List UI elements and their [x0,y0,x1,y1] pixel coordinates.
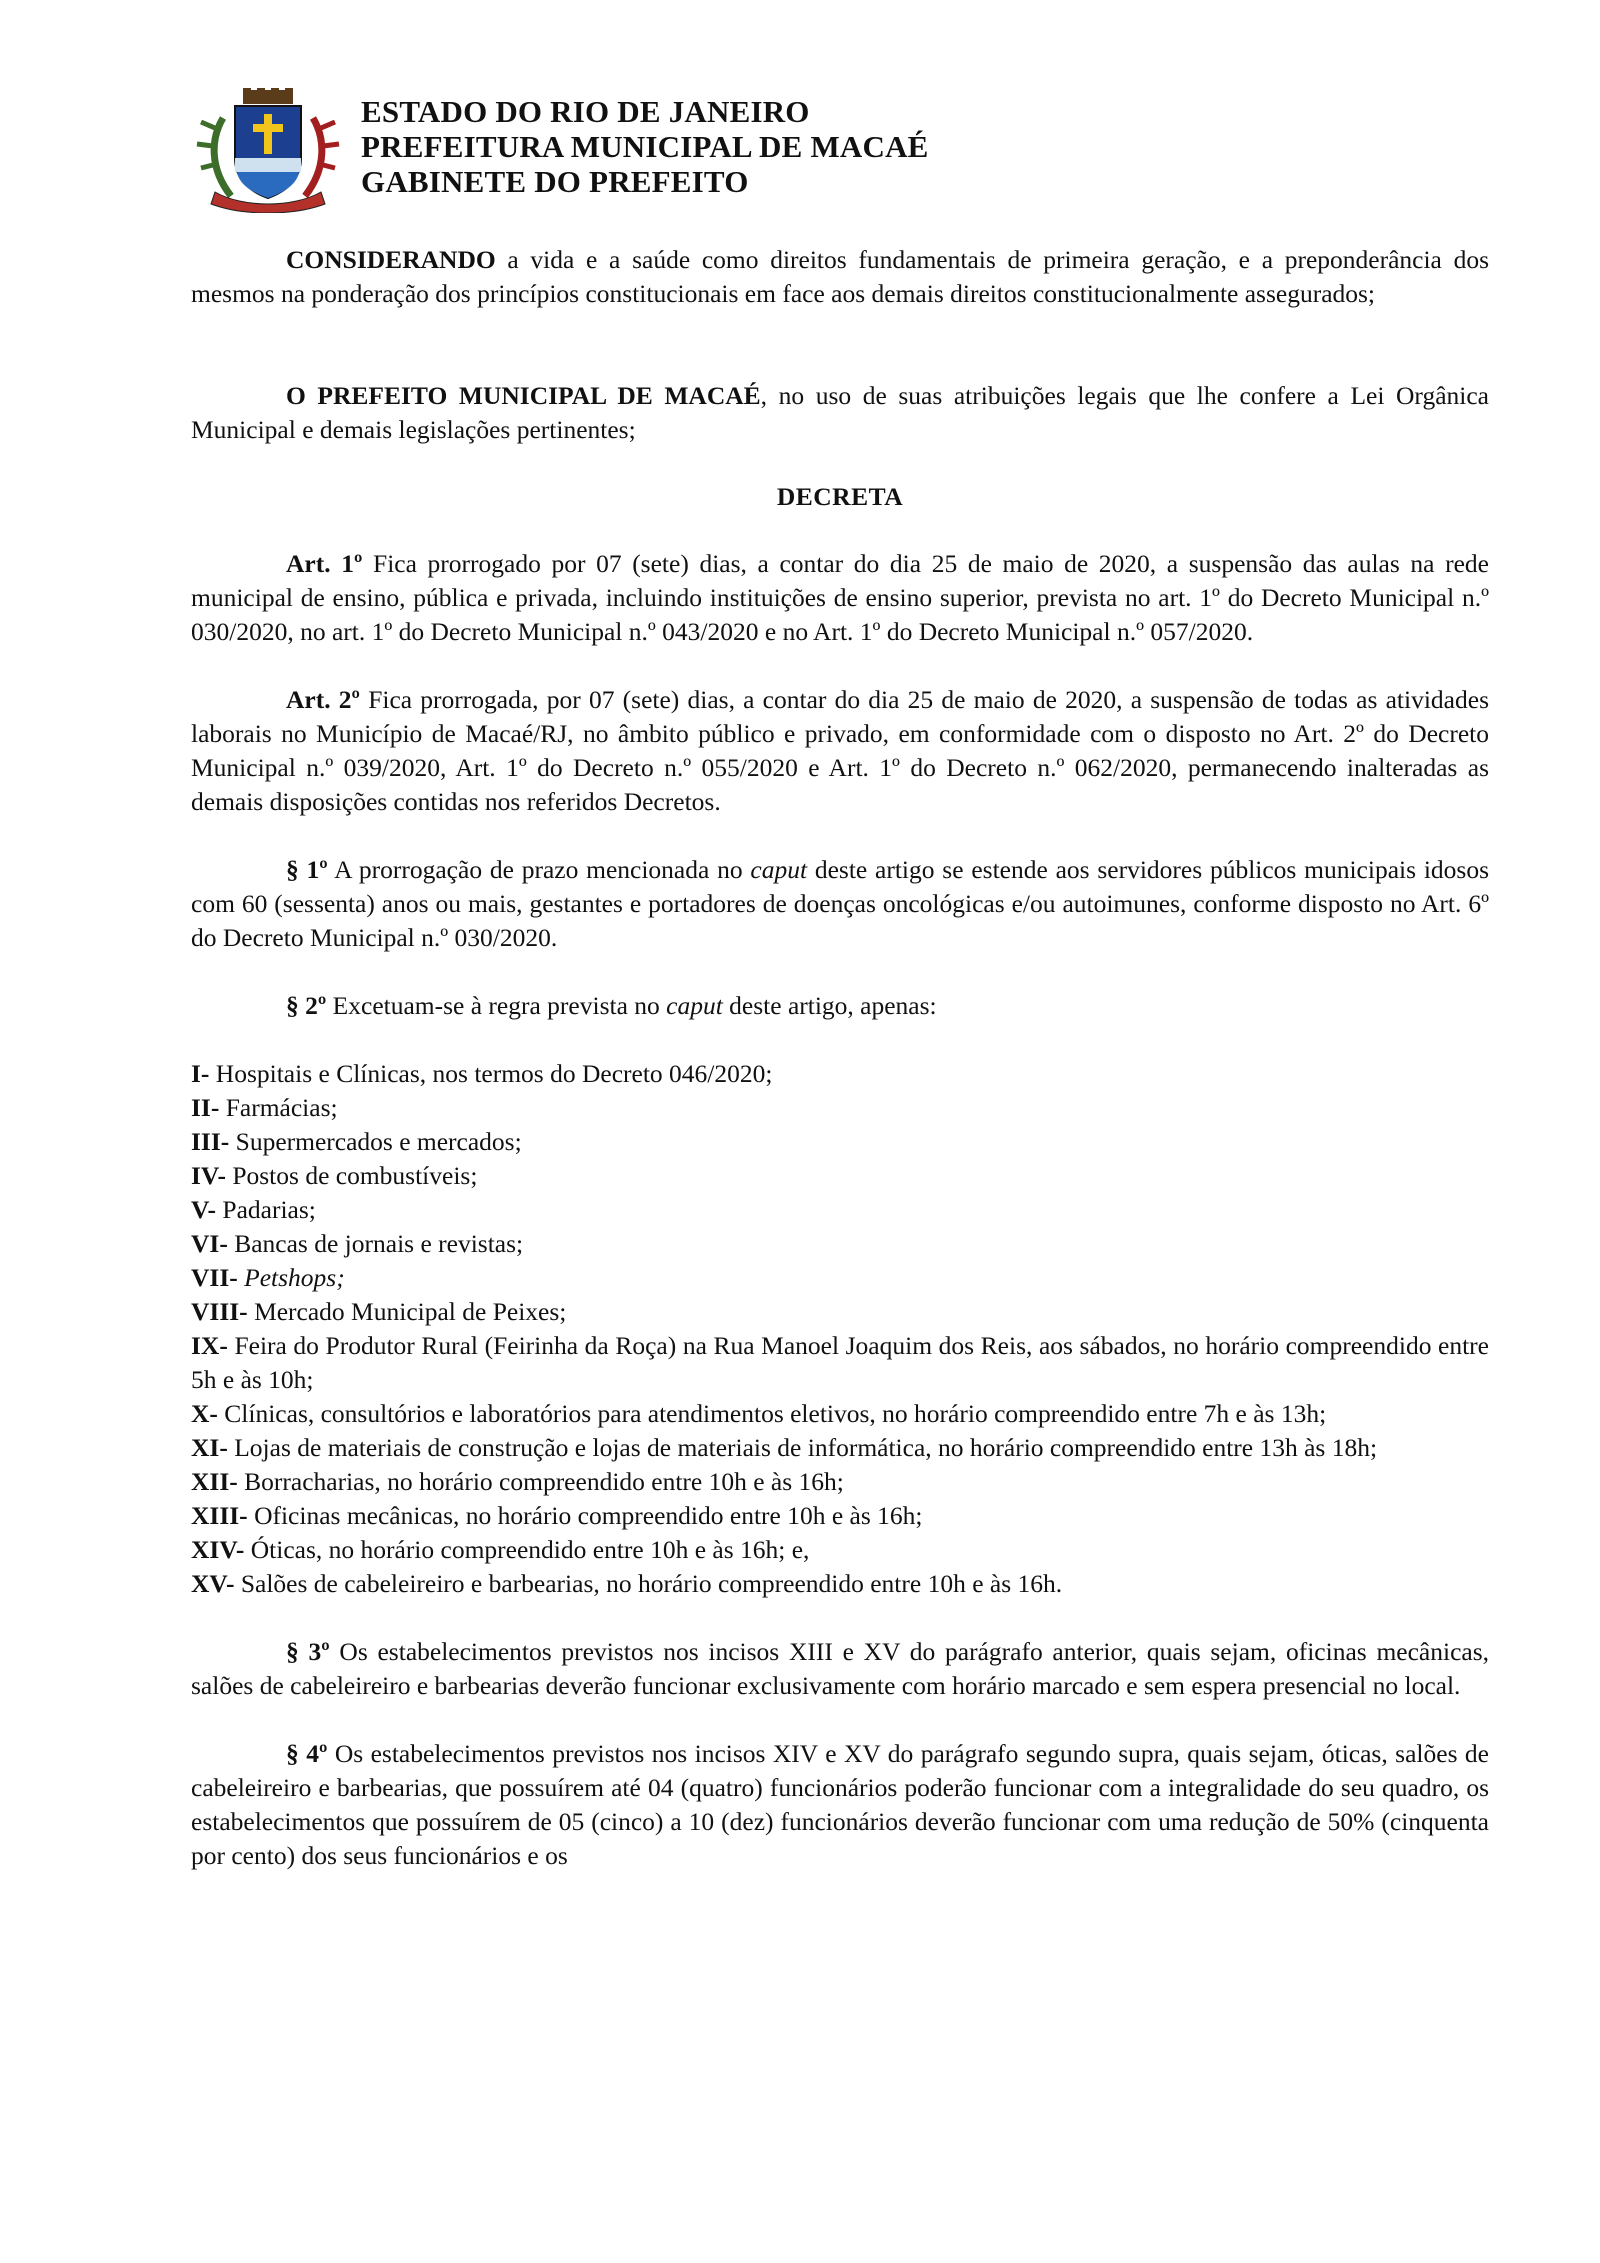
list-item [191,1397,1489,1431]
list-item [191,1465,1489,1499]
letterhead-text [361,94,929,199]
inciso-number: XV- [191,1569,235,1598]
inciso-number: X- [191,1399,218,1428]
letterhead [193,88,1093,213]
decree-body [191,243,1489,1873]
article-1-lead: Art. 1º [286,549,363,578]
paragraph-1-text-b: deste artigo se estende aos servidores públicos municipais idosos com 60 (sessenta) anos ou mais, gestantes e portadores de doenças oncológicas e/ou autoimunes, conforme disposto no Art. 6º do Decreto Municipal n.º 030/2020. [191,855,1490,952]
inciso-text: Feira do Produtor Rural (Feirinha da Roça) na Rua Manoel Joaquim dos Reis, aos sábados, no horário compreendido entre 5h e às 10h; [191,1331,1489,1394]
inciso-text: Bancas de jornais e revistas; [227,1229,524,1258]
inciso-number: VIII- [191,1297,248,1326]
inciso-text: Hospitais e Clínicas, nos termos do Decreto 046/2020; [209,1059,773,1088]
inciso-text: Oficinas mecânicas, no horário compreendido entre 10h e às 16h; [247,1501,923,1530]
inciso-number: IV- [191,1161,226,1190]
article-2-lead: Art. 2º [286,685,360,714]
inciso-number: VI- [191,1229,228,1258]
article-2-text: Fica prorrogada, por 07 (sete) dias, a contar do dia 25 de maio de 2020, a suspensão de todas as atividades laborais no Município de Macaé/RJ, no âmbito público e privado, em conformidade com o disposto no Art. 2º do Decreto Municipal n.º 039/2020, Art. 1º do Decreto n.º 055/2020 e Art. 1º do Decreto n.º 062/2020, permanecendo inalteradas as demais disposições contidas nos referidos Decretos. [191,685,1489,816]
list-item [191,1261,1489,1295]
list-item [191,1159,1489,1193]
list-item [191,1091,1489,1125]
paragraph-2 [191,989,1489,1023]
inciso-number: XIII- [191,1501,248,1530]
paragraph-1 [191,853,1489,955]
inciso-text: Padarias; [216,1195,316,1224]
inciso-text: Postos de combustíveis; [225,1161,478,1190]
inciso-text: Clínicas, consultórios e laboratórios para atendimentos eletivos, no horário compreendido entre 7h e às 13h; [217,1399,1327,1428]
article-1 [191,547,1489,649]
inciso-number: III- [191,1127,230,1156]
inciso-text: Óticas, no horário compreendido entre 10h e às 16h; e, [244,1535,810,1564]
incisos-list [191,1057,1489,1601]
prefeito-text: , no uso de suas atribuições legais que lhe confere a Lei Orgânica Municipal e demais legislações pertinentes; [191,381,1489,444]
considerando-paragraph [191,243,1489,311]
inciso-text: Farmácias; [219,1093,338,1122]
paragraph-4 [191,1737,1489,1873]
list-item [191,1567,1489,1601]
prefeito-paragraph [191,379,1489,447]
paragraph-1-text-a: A prorrogação de prazo mencionada no [327,855,751,884]
list-item [191,1499,1489,1533]
inciso-text: Supermercados e mercados; [229,1127,522,1156]
list-item [191,1329,1489,1397]
state-name: ESTADO DO RIO DE JANEIRO [361,94,810,129]
inciso-text: Borracharias, no horário compreendido entre 10h e às 16h; [237,1467,844,1496]
inciso-number: IX- [191,1331,228,1360]
paragraph-2-lead: § 2º [286,991,327,1020]
paragraph-2-caput: caput [666,991,723,1020]
prefecture-name: PREFEITURA MUNICIPAL DE MACAÉ [361,129,929,164]
paragraph-1-lead: § 1º [286,855,328,884]
inciso-number: XIV- [191,1535,245,1564]
paragraph-3-text: Os estabelecimentos previstos nos incisos XIII e XV do parágrafo anterior, quais sejam, oficinas mecânicas, salões de cabeleireiro e barbearias deverão funcionar exclusivamente com horário marcado e sem espera presencial no local. [191,1637,1490,1700]
list-item [191,1057,1489,1091]
paragraph-1-caput: caput [750,855,808,884]
list-item [191,1295,1489,1329]
inciso-text: Lojas de materiais de construção e lojas de materiais de informática, no horário compreendido entre 13h às 18h; [227,1433,1378,1462]
list-item [191,1125,1489,1159]
inciso-number: II- [191,1093,220,1122]
considerando-lead: CONSIDERANDO [286,245,496,274]
inciso-number: V- [191,1195,217,1224]
inciso-number: XI- [191,1433,228,1462]
coat-of-arms-icon [193,88,343,213]
list-item [191,1533,1489,1567]
office-name: GABINETE DO PREFEITO [361,164,749,199]
inciso-number: XII- [191,1467,238,1496]
inciso-number: VII- [191,1263,238,1292]
paragraph-3-lead: § 3º [286,1637,330,1666]
paragraph-3 [191,1635,1489,1703]
paragraph-4-lead: § 4º [286,1739,328,1768]
considerando-text: a vida e a saúde como direitos fundamentais de primeira geração, e a preponderância dos mesmos na ponderação dos princípios constitucionais em face aos demais direitos constitucionalmente assegurados; [191,245,1489,308]
inciso-text: Salões de cabeleireiro e barbearias, no horário compreendido entre 10h e às 16h. [234,1569,1063,1598]
article-2 [191,683,1489,819]
list-item [191,1227,1489,1261]
list-item [191,1431,1489,1465]
inciso-text: Petshops; [237,1263,345,1292]
article-1-text: Fica prorrogado por 07 (sete) dias, a contar do dia 25 de maio de 2020, a suspensão das aulas na rede municipal de ensino, pública e privada, incluindo instituições de ensino superior, prevista no art. 1º do Decreto Municipal n.º 030/2020, no art. 1º do Decreto Municipal n.º 043/2020 e no Art. 1º do Decreto Municipal n.º 057/2020. [191,549,1489,646]
list-item [191,1193,1489,1227]
paragraph-2-text-b: deste artigo, apenas: [722,991,937,1020]
prefeito-lead: O PREFEITO MUNICIPAL DE MACAÉ [286,381,761,410]
decreta-heading: DECRETA [776,482,904,511]
paragraph-2-text-a: Excetuam-se à regra prevista no [326,991,667,1020]
inciso-text: Mercado Municipal de Peixes; [247,1297,567,1326]
paragraph-4-text: Os estabelecimentos previstos nos incisos XIV e XV do parágrafo segundo supra, quais sejam, óticas, salões de cabeleireiro e barbearias, que possuírem até 04 (quatro) funcionários poderão funcionar com a integralidade do seu quadro, os estabelecimentos que possuírem de 05 (cinco) a 10 (dez) funcionários deverão funcionar com uma redução de 50% (cinquenta por cento) dos seus funcionários e os [191,1739,1490,1870]
inciso-number: I- [191,1059,210,1088]
